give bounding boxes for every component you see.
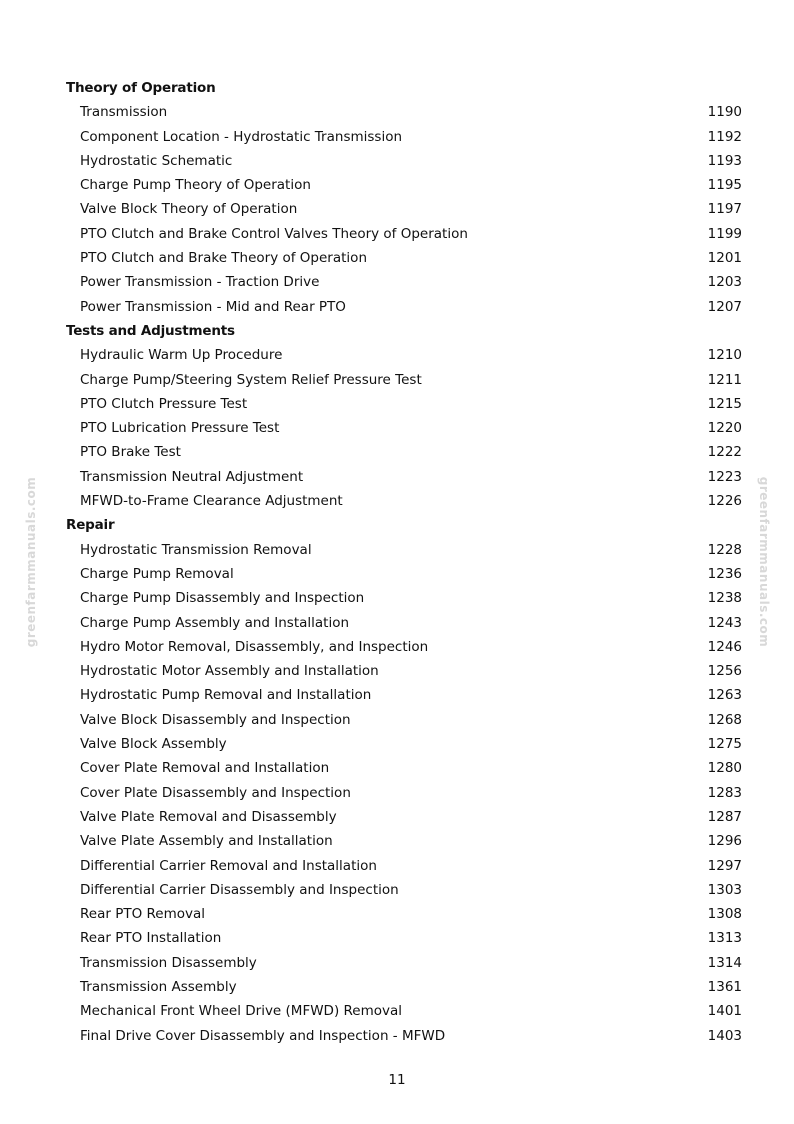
toc-entry[interactable]	[0, 343, 794, 367]
toc-entry-title: Mechanical Front Wheel Drive (MFWD) Removal	[80, 1003, 403, 1020]
toc-entry-page: 1313	[707, 930, 742, 947]
toc-entry-page: 1199	[707, 225, 742, 242]
toc-entry[interactable]	[0, 805, 794, 829]
toc-entry[interactable]	[0, 902, 794, 926]
toc-entry-title: PTO Clutch Pressure Test	[80, 395, 248, 412]
toc-entry-page: 1297	[707, 857, 742, 874]
toc-entry-page: 1190	[707, 104, 742, 121]
toc-entry-title: Charge Pump Removal	[80, 565, 234, 582]
toc-entry-page: 1283	[707, 784, 742, 801]
toc-entry-page: 1243	[707, 614, 742, 631]
toc-entry-page: 1203	[707, 274, 742, 291]
table-of-contents	[0, 76, 794, 1048]
toc-entry-title: MFWD-to-Frame Clearance Adjustment	[80, 493, 343, 510]
toc-entry[interactable]	[0, 173, 794, 197]
toc-entry-page: 1210	[707, 347, 742, 364]
toc-entry-title: Power Transmission - Mid and Rear PTO	[80, 298, 346, 315]
toc-entry-title: PTO Clutch and Brake Theory of Operation	[80, 250, 367, 267]
toc-entry-title: Hydraulic Warm Up Procedure	[80, 347, 283, 364]
toc-entry[interactable]	[0, 246, 794, 270]
toc-entry-page: 1246	[707, 638, 742, 655]
section-heading: Theory of Operation	[66, 80, 216, 96]
toc-entry[interactable]	[0, 781, 794, 805]
toc-entry-page: 1226	[707, 493, 742, 510]
toc-entry-page: 1403	[707, 1027, 742, 1044]
toc-entry-page: 1308	[707, 906, 742, 923]
toc-entry-title: Final Drive Cover Disassembly and Inspection - MFWD	[80, 1027, 446, 1044]
toc-entry-title: PTO Lubrication Pressure Test	[80, 420, 280, 437]
toc-entry[interactable]	[0, 611, 794, 635]
toc-entry-page: 1215	[707, 395, 742, 412]
toc-entry[interactable]	[0, 465, 794, 489]
toc-entry-page: 1314	[707, 954, 742, 971]
section-heading: Repair	[66, 517, 115, 534]
toc-entry-page: 1275	[707, 736, 742, 753]
toc-entry-title: Transmission Neutral Adjustment	[80, 468, 304, 485]
toc-entry-page: 1361	[707, 978, 742, 995]
watermark-left: greenfarmmanuals.com	[24, 476, 38, 648]
toc-entry[interactable]	[0, 708, 794, 732]
toc-entry-page: 1223	[707, 468, 742, 485]
toc-entry-page: 1211	[707, 371, 742, 388]
watermark-right: greenfarmmanuals.com	[757, 476, 771, 648]
toc-entry-title: Differential Carrier Removal and Installation	[80, 857, 377, 874]
toc-entry[interactable]	[0, 368, 794, 392]
toc-entry[interactable]	[0, 538, 794, 562]
toc-entry-title: Cover Plate Removal and Installation	[80, 760, 330, 777]
toc-entry[interactable]	[0, 489, 794, 513]
toc-entry[interactable]	[0, 999, 794, 1023]
toc-entry-title: Charge Pump/Steering System Relief Pressure Test	[80, 371, 422, 388]
toc-entry-page: 1268	[707, 711, 742, 728]
toc-entry[interactable]	[0, 440, 794, 464]
toc-entry[interactable]	[0, 100, 794, 124]
toc-entry-title: Transmission Assembly	[80, 978, 237, 995]
toc-entry-title: Hydrostatic Pump Removal and Installation	[80, 687, 372, 704]
toc-entry-page: 1220	[707, 420, 742, 437]
toc-entry-page: 1193	[707, 152, 742, 169]
page-number: 11	[388, 1072, 406, 1088]
toc-entry[interactable]	[0, 975, 794, 999]
toc-entry-title: Transmission	[80, 104, 168, 121]
toc-entry[interactable]	[0, 683, 794, 707]
toc-entry[interactable]	[0, 392, 794, 416]
toc-entry-page: 1197	[707, 201, 742, 218]
toc-entry-page: 1303	[707, 881, 742, 898]
toc-entry-page: 1401	[707, 1003, 742, 1020]
toc-entry-title: Rear PTO Removal	[80, 906, 206, 923]
toc-entry[interactable]	[0, 635, 794, 659]
toc-entry-title: Transmission Disassembly	[80, 954, 257, 971]
toc-entry[interactable]	[0, 125, 794, 149]
toc-entry-page: 1280	[707, 760, 742, 777]
toc-entry[interactable]	[0, 951, 794, 975]
toc-entry-title: PTO Clutch and Brake Control Valves Theory of Operation	[80, 225, 468, 242]
toc-entry-title: Charge Pump Theory of Operation	[80, 177, 311, 194]
toc-entry-title: Valve Block Assembly	[80, 736, 227, 753]
toc-entry-title: Rear PTO Installation	[80, 930, 222, 947]
toc-entry[interactable]	[0, 416, 794, 440]
toc-entry[interactable]	[0, 732, 794, 756]
toc-entry-title: Valve Plate Assembly and Installation	[80, 833, 333, 850]
toc-entry[interactable]	[0, 197, 794, 221]
toc-entry[interactable]	[0, 756, 794, 780]
toc-entry-title: Power Transmission - Traction Drive	[80, 274, 320, 291]
toc-entry-title: Hydro Motor Removal, Disassembly, and Inspection	[80, 638, 429, 655]
toc-entry-page: 1256	[707, 663, 742, 680]
toc-entry-page: 1195	[707, 177, 742, 194]
toc-entry-page: 1238	[707, 590, 742, 607]
toc-entry-title: Charge Pump Assembly and Installation	[80, 614, 350, 631]
toc-entry[interactable]	[0, 295, 794, 319]
toc-entry[interactable]	[0, 854, 794, 878]
toc-entry-title: Charge Pump Disassembly and Inspection	[80, 590, 365, 607]
toc-entry-page: 1192	[707, 128, 742, 145]
toc-entry-title: Valve Block Theory of Operation	[80, 201, 298, 218]
toc-entry-title: Cover Plate Disassembly and Inspection	[80, 784, 351, 801]
toc-entry-page: 1228	[707, 541, 742, 558]
toc-entry-title: PTO Brake Test	[80, 444, 181, 461]
toc-entry-title: Hydrostatic Schematic	[80, 152, 233, 169]
toc-entry[interactable]	[0, 829, 794, 853]
toc-entry-page: 1222	[707, 444, 742, 461]
toc-entry[interactable]	[0, 926, 794, 950]
toc-entry-title: Valve Block Disassembly and Inspection	[80, 711, 351, 728]
toc-entry-title: Valve Plate Removal and Disassembly	[80, 808, 337, 825]
toc-entry[interactable]	[0, 878, 794, 902]
toc-entry[interactable]	[0, 149, 794, 173]
toc-entry[interactable]	[0, 1024, 794, 1048]
toc-entry-page: 1236	[707, 565, 742, 582]
toc-entry-page: 1296	[707, 833, 742, 850]
toc-entry-page: 1263	[707, 687, 742, 704]
section-heading: Tests and Adjustments	[66, 322, 235, 339]
toc-entry-title: Component Location - Hydrostatic Transmission	[80, 128, 403, 145]
toc-entry-page: 1201	[707, 250, 742, 267]
toc-entry[interactable]	[0, 270, 794, 294]
toc-entry[interactable]	[0, 222, 794, 246]
toc-entry-title: Hydrostatic Transmission Removal	[80, 541, 312, 558]
toc-entry-page: 1207	[707, 298, 742, 315]
toc-entry[interactable]	[0, 562, 794, 586]
toc-entry[interactable]	[0, 586, 794, 610]
toc-entry-page: 1287	[707, 808, 742, 825]
toc-entry[interactable]	[0, 659, 794, 683]
toc-entry-title: Hydrostatic Motor Assembly and Installation	[80, 663, 379, 680]
toc-entry-title: Differential Carrier Disassembly and Inspection	[80, 881, 399, 898]
